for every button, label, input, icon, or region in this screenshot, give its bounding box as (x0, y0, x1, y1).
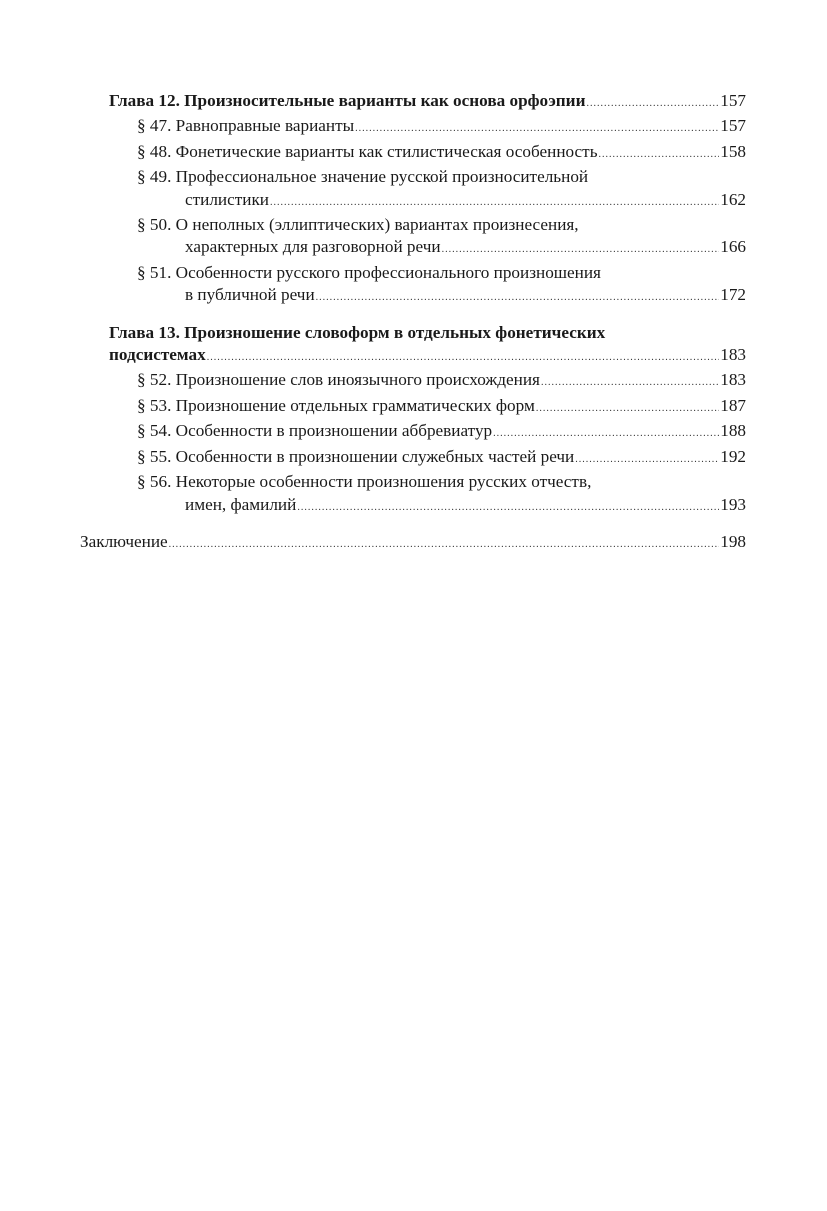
section-title: § 50. О неполных (эллиптических) вариантах произнесения, (137, 215, 579, 235)
section-title: § 56. Некоторые особенности произношения русских отчеств, (137, 472, 592, 492)
conclusion-title: Заключение (80, 531, 168, 551)
section-title-continuation: имен, фамилий (185, 494, 297, 514)
dot-leader (586, 93, 719, 115)
table-of-contents (80, 90, 746, 556)
page-number: 198 (720, 531, 746, 551)
dot-leader (169, 534, 720, 556)
toc-entry-section-48[interactable] (80, 141, 746, 166)
page-number: 187 (720, 395, 746, 415)
section-title: § 54. Особенности в произношении аббревиатур (137, 421, 493, 441)
dot-leader (207, 347, 720, 369)
page-number: 166 (720, 237, 746, 257)
toc-entry-section-50[interactable] (80, 214, 746, 262)
section-title: § 49. Профессиональное значение русской произносительной (137, 167, 589, 187)
dot-leader (541, 372, 719, 394)
toc-entry-section-55[interactable] (80, 446, 746, 471)
section-title-continuation: в публичной речи (185, 285, 315, 305)
section-title: § 55. Особенности в произношении служебных частей речи (137, 446, 575, 466)
dot-leader (493, 423, 719, 445)
section-title: § 51. Особенности русского профессионального произношения (137, 262, 601, 282)
chapter-title-continuation: подсистемах (109, 345, 206, 365)
toc-entry-section-53[interactable] (80, 395, 746, 420)
section-title: § 48. Фонетические варианты как стилистическая особенность (137, 141, 598, 161)
page-number: 183 (720, 345, 746, 365)
spacer (80, 519, 746, 531)
toc-entry-section-49[interactable] (80, 166, 746, 214)
page-number: 158 (720, 141, 746, 161)
section-title-continuation: характерных для разговорной речи (185, 237, 441, 257)
dot-leader (575, 449, 719, 471)
toc-entry-section-54[interactable] (80, 420, 746, 445)
chapter-title: Глава 12. Произносительные варианты как основа орфоэпии (109, 91, 586, 110)
page-number: 162 (720, 189, 746, 209)
page-number: 188 (720, 421, 746, 441)
page-number: 172 (720, 285, 746, 305)
toc-entry-conclusion[interactable] (80, 531, 746, 556)
chapter-title: Глава 13. Произношение словоформ в отдельных фонетических (109, 322, 606, 342)
page-number: 157 (720, 116, 746, 136)
section-title-continuation: стилистики (185, 189, 269, 209)
section-title: § 47. Равноправные варианты (137, 116, 355, 136)
page-number: 192 (720, 446, 746, 466)
toc-entry-section-51[interactable] (80, 262, 746, 310)
page-number: 193 (720, 494, 746, 514)
dot-leader (442, 239, 720, 261)
toc-entry-section-52[interactable] (80, 369, 746, 394)
toc-entry-chapter-12[interactable] (80, 90, 746, 115)
section-title: § 53. Произношение отдельных грамматических форм (137, 395, 535, 415)
dot-leader (536, 398, 719, 420)
toc-entry-section-56[interactable] (80, 471, 746, 519)
page-number: 183 (720, 370, 746, 390)
spacer (80, 310, 746, 322)
section-title: § 52. Произношение слов иноязычного происхождения (137, 370, 540, 390)
dot-leader (270, 192, 719, 214)
dot-leader (355, 118, 719, 140)
toc-entry-chapter-13[interactable] (80, 322, 746, 370)
dot-leader (599, 144, 720, 166)
page-number: 157 (720, 91, 746, 110)
toc-entry-section-47[interactable] (80, 115, 746, 140)
dot-leader (297, 497, 719, 519)
dot-leader (316, 287, 720, 309)
